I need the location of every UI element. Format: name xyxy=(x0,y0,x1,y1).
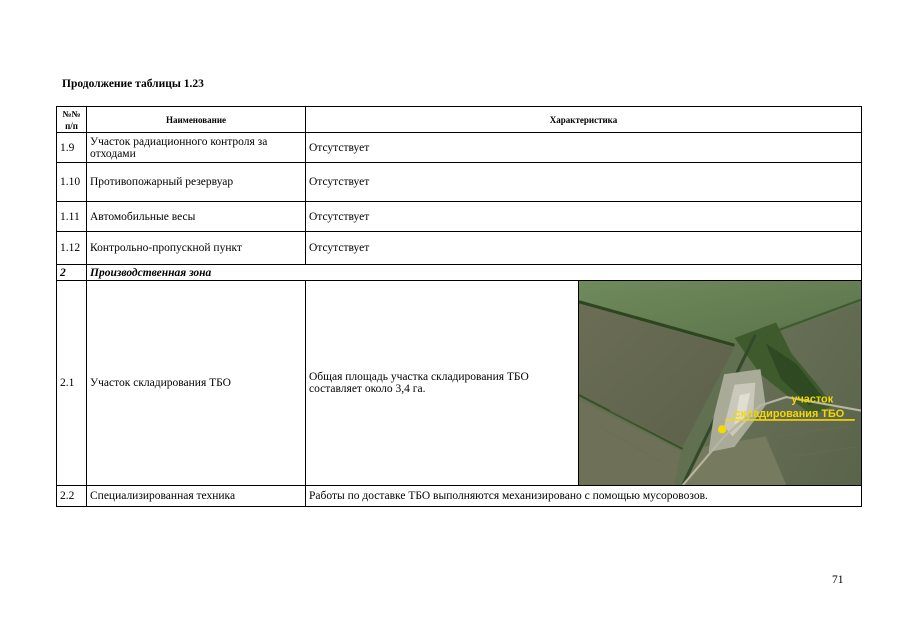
table-row xyxy=(57,133,862,163)
row-num: 2.2 xyxy=(57,486,87,507)
satellite-photo-cell xyxy=(579,281,862,486)
section-title: Производственная зона xyxy=(87,265,862,281)
row-name: Участок складирования ТБО xyxy=(87,281,306,486)
row-value: Работы по доставке ТБО выполняются механизировано с помощью мусоровозов. xyxy=(306,486,862,507)
row-num: 1.12 xyxy=(57,232,87,265)
table-row xyxy=(57,281,862,486)
table-row xyxy=(57,202,862,232)
row-name: Специализированная техника xyxy=(87,486,306,507)
row-name: Участок радиационного контроля за отходами xyxy=(87,133,306,163)
row-value: Отсутствует xyxy=(306,163,862,202)
photo-label-line1: участок xyxy=(791,393,834,406)
table-caption: Продолжение таблицы 1.23 xyxy=(62,78,204,90)
page-number: 71 xyxy=(832,574,844,586)
row-value: Отсутствует xyxy=(306,133,862,163)
table-row xyxy=(57,163,862,202)
table-row xyxy=(57,232,862,265)
row-num: 2.1 xyxy=(57,281,87,486)
header-name: Наименование xyxy=(87,107,306,133)
photo-label-line2: складирования ТБО xyxy=(734,407,845,420)
row-num: 1.11 xyxy=(57,202,87,232)
data-table xyxy=(56,106,862,507)
row-name: Автомобильные весы xyxy=(87,202,306,232)
row-value: Общая площадь участка складирования ТБО составляет около 3,4 га. xyxy=(306,281,579,486)
row-name: Контрольно-пропускной пункт xyxy=(87,232,306,265)
row-num: 1.9 xyxy=(57,133,87,163)
section-num: 2 xyxy=(57,265,87,281)
location-marker-icon xyxy=(718,425,726,433)
row-num: 1.10 xyxy=(57,163,87,202)
row-name: Противопожарный резервуар xyxy=(87,163,306,202)
row-value: Отсутствует xyxy=(306,232,862,265)
table-header-row xyxy=(57,107,862,133)
section-row xyxy=(57,265,862,281)
table-row xyxy=(57,486,862,507)
header-characteristic: Характеристика xyxy=(306,107,862,133)
row-value: Отсутствует xyxy=(306,202,862,232)
header-num: №№ п/п xyxy=(57,107,87,133)
satellite-photo xyxy=(579,281,861,485)
